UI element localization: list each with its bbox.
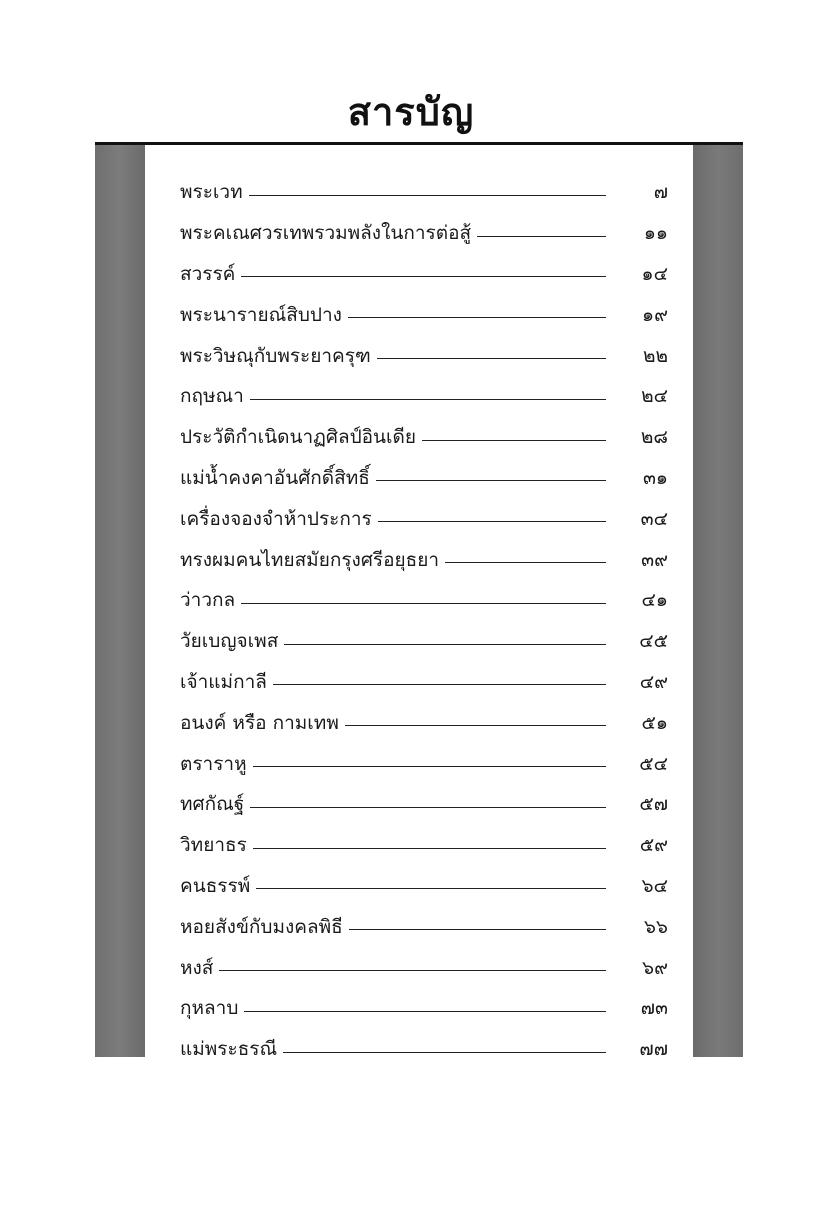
toc-entry-title: ทศกัณฐ์ <box>180 793 245 816</box>
toc-entry-title: พระวิษณุกับพระยาครุฑ <box>180 344 371 367</box>
toc-entry-title: พระคเณศวรเทพรวมพลังในการต่อสู้ <box>180 222 472 245</box>
toc-entry <box>180 458 668 499</box>
toc-entry <box>180 254 668 295</box>
toc-leader-line <box>422 440 606 441</box>
toc-entry <box>180 294 668 335</box>
toc-entry-title: แม่พระธรณี <box>180 1038 278 1061</box>
toc-leader-line <box>378 521 606 522</box>
toc-entry-title: วิทยาธร <box>180 834 247 857</box>
toc-entry-page: ๗๗ <box>639 1038 668 1061</box>
toc-entry-title: อนงค์ หรือ กามเทพ <box>180 711 339 734</box>
toc-entry <box>180 825 668 866</box>
toc-leader-line <box>256 888 606 889</box>
right-gray-band <box>693 145 743 1057</box>
toc-leader-line <box>283 1052 606 1053</box>
toc-entry-page: ๒๒ <box>642 344 668 367</box>
toc-entry-page: ๓๔ <box>640 507 668 530</box>
toc-entry <box>180 1029 668 1070</box>
toc-leader-line <box>284 644 606 645</box>
toc-entry <box>180 947 668 988</box>
toc-leader-line <box>349 929 606 930</box>
toc-entry-title: พระเวท <box>180 181 243 204</box>
toc-entry-title: ประวัติกำเนิดนาฏศิลป์อินเดีย <box>180 426 417 449</box>
toc-leader-line <box>241 276 606 277</box>
toc-entry-page: ๔๕ <box>639 630 668 653</box>
toc-entry-page: ๗๓ <box>640 997 668 1020</box>
toc-entry <box>180 662 668 703</box>
toc-leader-line <box>348 317 606 318</box>
page-title: สารบัญ <box>347 90 475 134</box>
toc-entry <box>180 784 668 825</box>
toc-entry <box>180 702 668 743</box>
toc-entry-title: แม่น้ำคงคาอันศักดิ์สิทธิ์ <box>180 466 370 489</box>
toc-entry-title: คนธรรพ์ <box>180 874 251 897</box>
toc-entry <box>180 621 668 662</box>
toc-entry-page: ๖๖ <box>643 915 668 938</box>
toc-leader-line <box>345 725 606 726</box>
toc-entry-page: ๒๘ <box>640 426 668 449</box>
toc-entry-title: สวรรค์ <box>180 262 236 285</box>
toc-entry <box>180 539 668 580</box>
toc-entry-title: กฤษณา <box>180 385 244 408</box>
toc-entry-page: ๑๔ <box>641 262 668 285</box>
toc-entry <box>180 335 668 376</box>
toc-entry-page: ๒๔ <box>641 385 668 408</box>
toc-entry <box>180 906 668 947</box>
toc-entry-title: ว่าวกล <box>180 589 236 612</box>
toc-leader-line <box>250 807 606 808</box>
toc-entry-page: ๕๙ <box>639 834 668 857</box>
toc-entry-title: กุหลาบ <box>180 997 239 1020</box>
toc-entry <box>180 213 668 254</box>
toc-entry-title: เครื่องจองจำห้าประการ <box>180 507 372 530</box>
toc-entry-page: ๓๙ <box>641 548 668 571</box>
toc-entry-page: ๗ <box>653 181 668 204</box>
toc-leader-line <box>253 848 606 849</box>
toc-entry-page: ๕๗ <box>639 793 668 816</box>
toc-entry-page: ๔๑ <box>641 589 668 612</box>
toc-leader-line <box>273 684 606 685</box>
toc-entry <box>180 376 668 417</box>
toc-entry-page: ๔๙ <box>639 670 668 693</box>
table-of-contents <box>180 172 668 1070</box>
toc-leader-line <box>376 480 606 481</box>
toc-leader-line <box>249 195 606 196</box>
toc-entry <box>180 988 668 1029</box>
toc-entry-title: ทรงผมคนไทยสมัยกรุงศรีอยุธยา <box>180 548 440 571</box>
toc-entry <box>180 417 668 458</box>
toc-entry-page: ๕๔ <box>639 752 668 775</box>
toc-entry-page: ๖๙ <box>642 956 668 979</box>
toc-entry-page: ๑๑ <box>643 222 668 245</box>
toc-entry <box>180 498 668 539</box>
toc-entry-title: หอยสังข์กับมงคลพิธี <box>180 915 343 938</box>
toc-entry-title: วัยเบญจเพส <box>180 630 279 653</box>
toc-leader-line <box>244 1011 606 1012</box>
toc-entry <box>180 580 668 621</box>
toc-leader-line <box>241 603 606 604</box>
toc-leader-line <box>377 358 606 359</box>
toc-entry-page: ๑๙ <box>642 303 668 326</box>
toc-entry-title: พระนารายณ์สิบปาง <box>180 303 342 326</box>
toc-leader-line <box>445 562 606 563</box>
toc-leader-line <box>250 399 606 400</box>
toc-entry-title: เจ้าแม่กาลี <box>180 670 267 693</box>
toc-entry <box>180 743 668 784</box>
toc-entry-page: ๓๑ <box>642 466 668 489</box>
toc-entry-page: ๖๔ <box>641 874 668 897</box>
toc-entry-title: หงส์ <box>180 956 214 979</box>
toc-entry <box>180 172 668 213</box>
toc-entry <box>180 866 668 907</box>
left-gray-band <box>95 145 145 1057</box>
toc-entry-title: ตราราหู <box>180 752 247 775</box>
toc-entry-page: ๕๑ <box>641 711 668 734</box>
toc-leader-line <box>477 236 606 237</box>
toc-leader-line <box>253 766 606 767</box>
toc-leader-line <box>219 970 606 971</box>
